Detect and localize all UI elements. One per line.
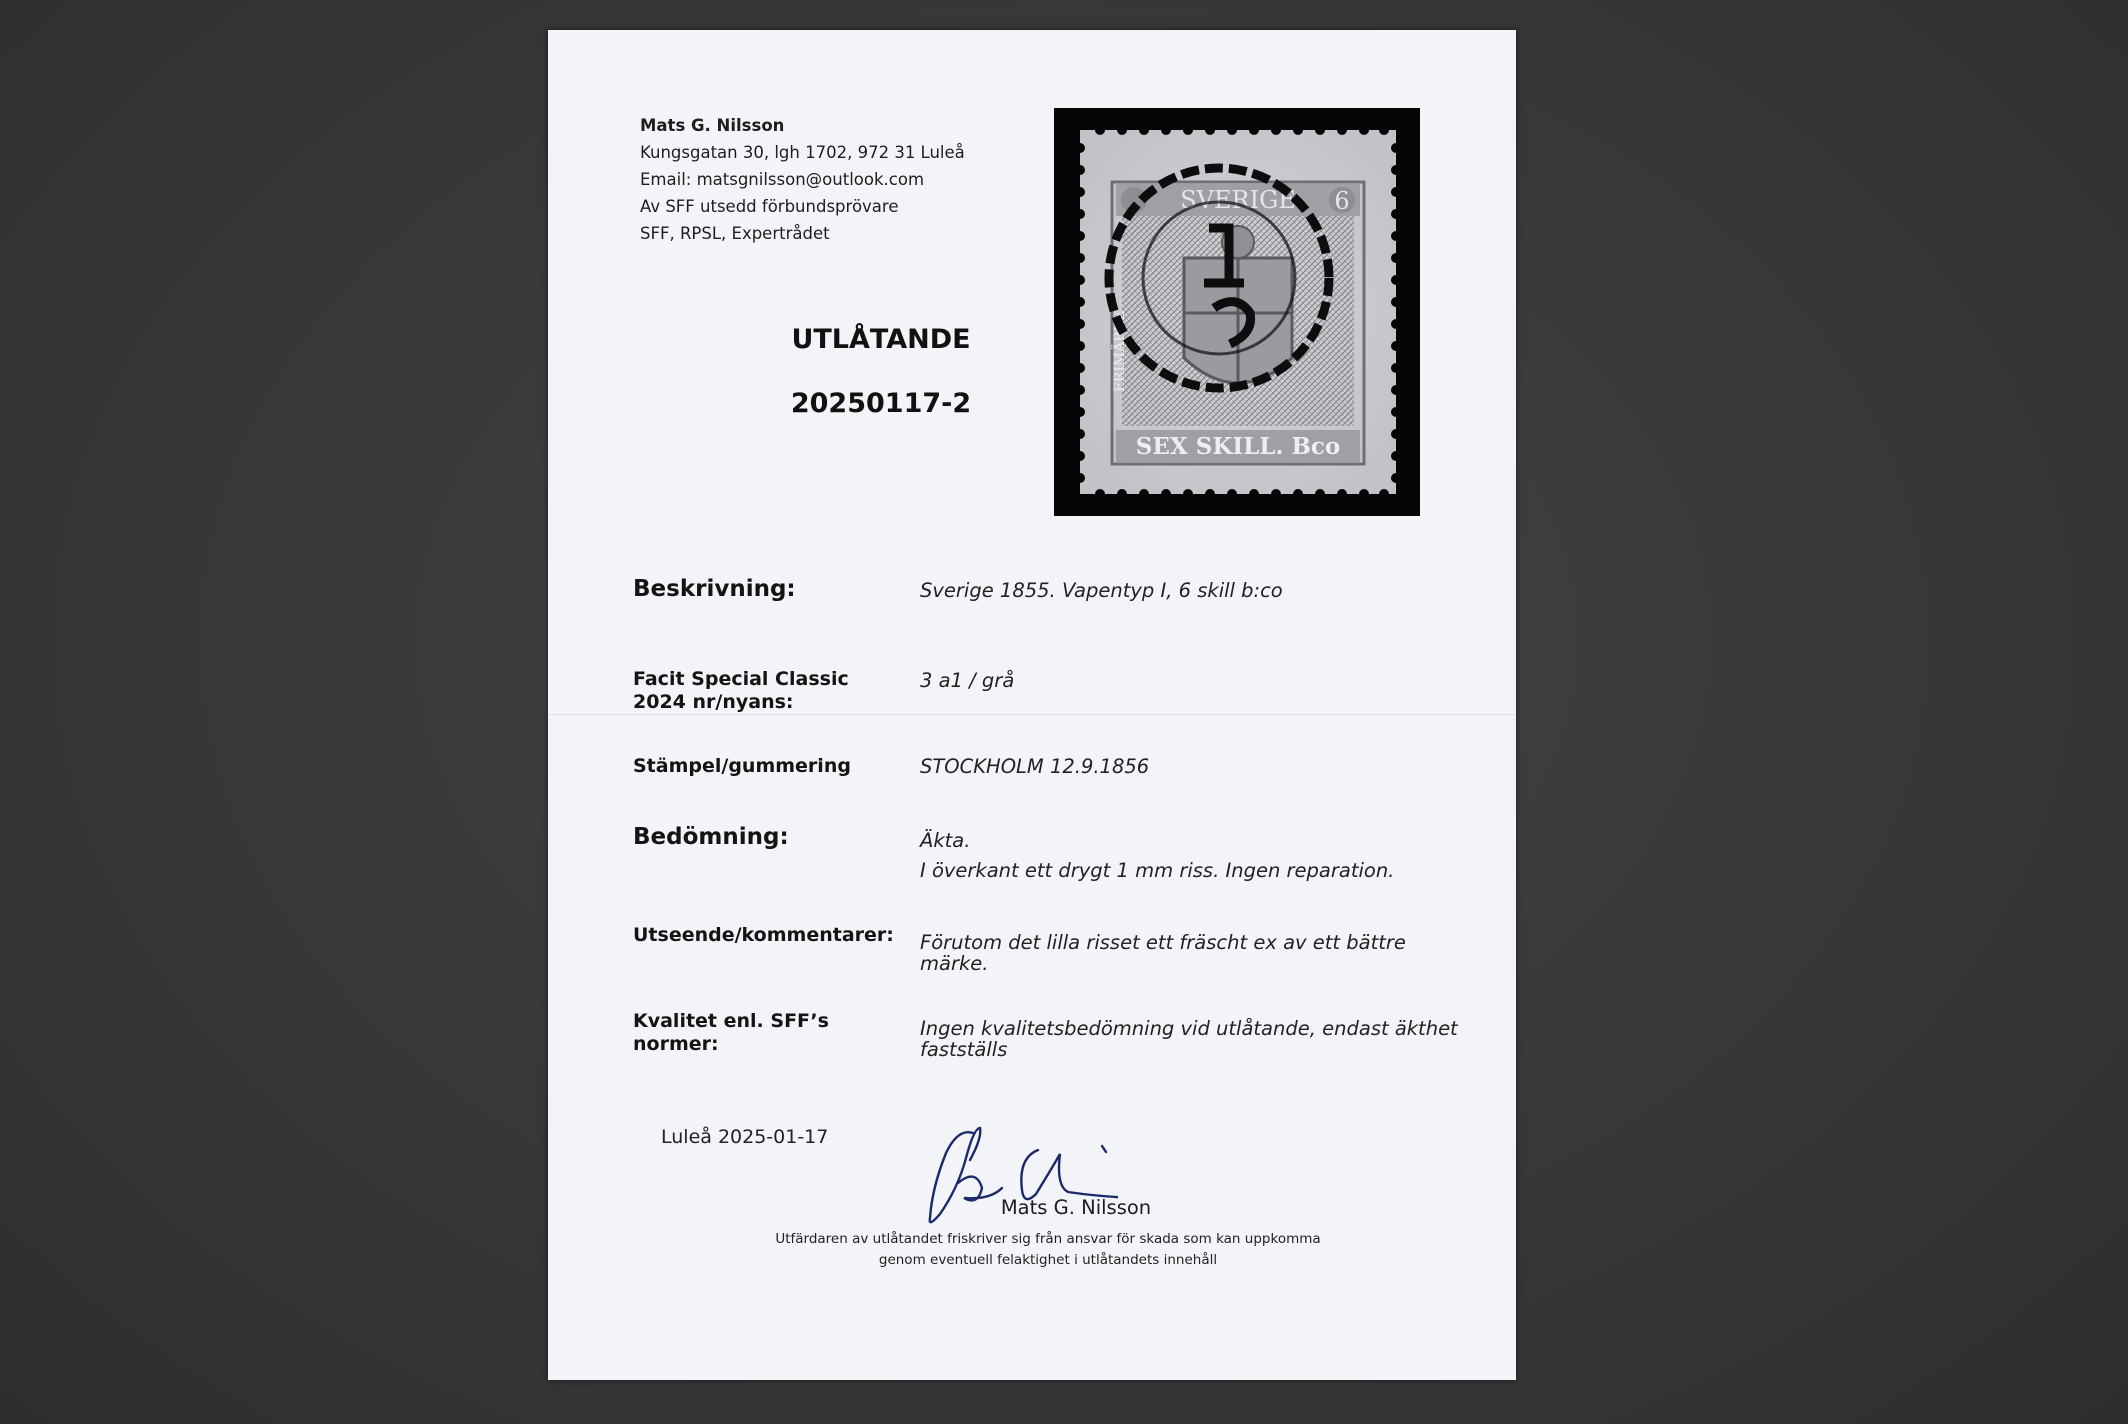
place-and-date: Luleå 2025-01-17 [661, 1126, 829, 1148]
issuer-name: Mats G. Nilsson [640, 116, 785, 135]
disclaimer-line-1: Utfärdaren av utlåtandet friskriver sig från ansvar för skada som kan uppkomma [775, 1231, 1321, 1247]
certificate-number: 20250117-2 [790, 388, 972, 419]
issuer-email: Email: matsgnilsson@outlook.com [640, 170, 925, 189]
stamp-country-text: SVERIGE [1180, 186, 1296, 214]
assessment-value: Äkta. [920, 829, 971, 852]
issuer-appointment: Av SFF utsedd förbundsprövare [640, 197, 899, 216]
assessment-note: I överkant ett drygt 1 mm riss. Ingen reparation. [920, 859, 1395, 882]
quality-label: Kvalitet enl. SFF’s normer: [633, 1010, 829, 1055]
stamp-design [1110, 182, 1364, 464]
stamp-denomination: 6 [1334, 187, 1350, 215]
cancellation-label: Stämpel/gummering [633, 755, 851, 777]
stamp-image [1054, 108, 1420, 516]
expert-certificate [548, 30, 1516, 1380]
description-value: Sverige 1855. Vapentyp I, 6 skill b:co [920, 579, 1283, 602]
stamp-border-text: FRIMÄRKE [1112, 310, 1128, 392]
disclaimer-line-2: genom eventuell felaktighet i utlåtandets innehåll [878, 1252, 1218, 1268]
issuer-memberships: SFF, RPSL, Expertrådet [640, 224, 830, 243]
cancellation-value: STOCKHOLM 12.9.1856 [920, 755, 1150, 778]
stamp-photo [1054, 108, 1420, 516]
quality-value: Ingen kvalitetsbedömning vid utlåtande, endast äkthet fastställs [920, 1017, 1458, 1061]
facit-number-value: 3 a1 / grå [920, 669, 1015, 692]
description-label: Beskrivning: [633, 576, 796, 602]
facit-number-label: Facit Special Classic 2024 nr/nyans: [633, 668, 849, 713]
comments-label: Utseende/kommentarer: [633, 924, 894, 946]
comments-value: Förutom det lilla risset ett fräscht ex av ett bättre märke. [920, 931, 1406, 975]
issuer-address: Kungsgatan 30, lgh 1702, 972 31 Luleå [640, 143, 965, 162]
assessment-label: Bedömning: [633, 824, 789, 850]
stamp-printed-text: SEX SKILL. Bco [1135, 433, 1341, 460]
issuer-block [640, 112, 965, 247]
signer-name: Mats G. Nilsson [1000, 1196, 1152, 1219]
paper-fold-line [548, 714, 1516, 716]
certificate-title: UTLÅTANDE [791, 324, 971, 355]
liability-disclaimer [728, 1229, 1368, 1271]
